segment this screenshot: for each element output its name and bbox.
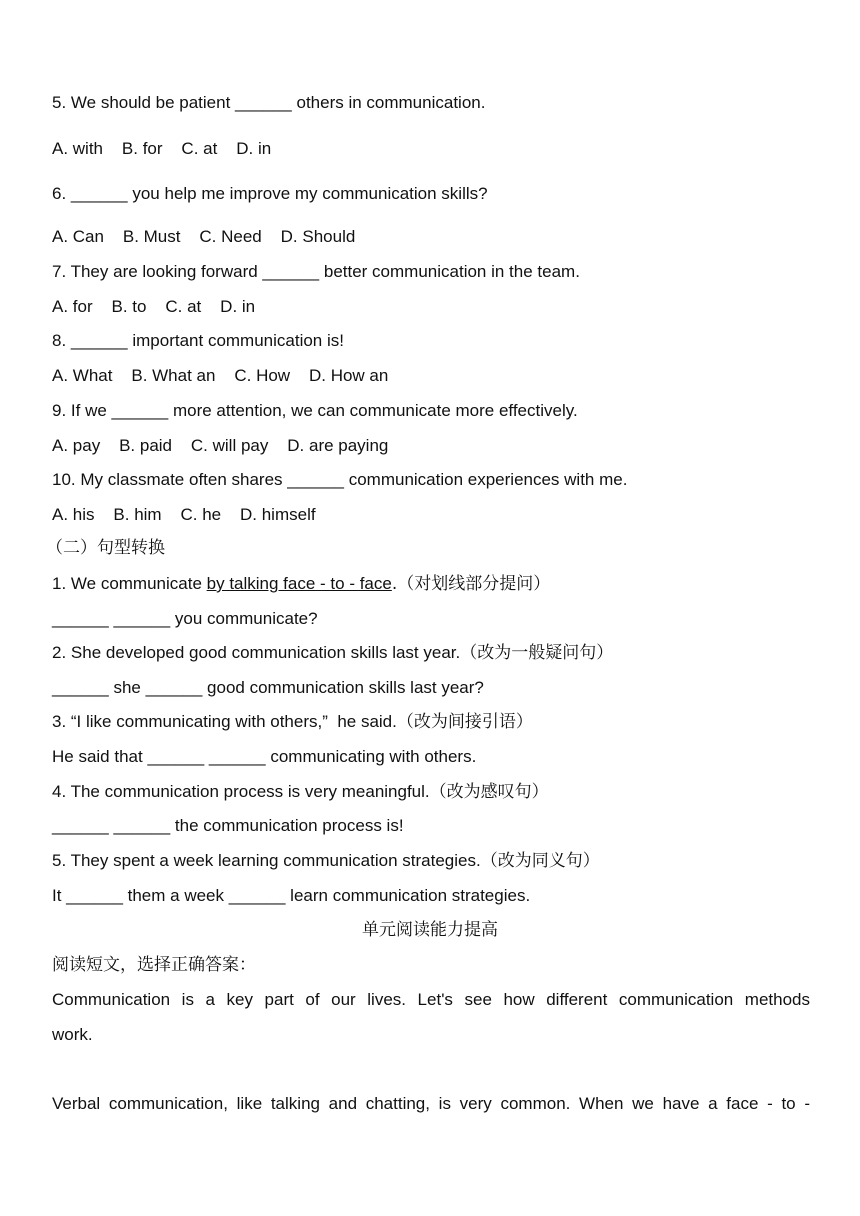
question-8: 8. ______ important communication is!	[52, 331, 344, 350]
section-title-sentence-transformation: （二）句型转换	[46, 538, 165, 558]
transformation-1-instruction: .（对划线部分提问）	[391, 574, 551, 594]
question-5: 5. We should be patient ______ others in communication.	[52, 93, 486, 112]
transformation-2: 2. She developed good communication skills last year.（改为一般疑问句）	[52, 643, 614, 662]
question-9: 9. If we ______ more attention, we can communicate more effectively.	[52, 401, 578, 420]
question-8-options: A. What B. What an C. How D. How an	[52, 366, 389, 385]
transformation-4: 4. The communication process is very meaningful.（改为感叹句）	[52, 782, 549, 801]
question-5-options: A. with B. for C. at D. in	[52, 139, 272, 158]
transformation-1	[52, 573, 810, 595]
reading-instruction: 阅读短文，选择正确答案：	[52, 955, 256, 975]
transformation-3-answer: He said that ______ ______ communicating with others.	[52, 747, 477, 766]
transformation-5: 5. They spent a week learning communication strategies.（改为同义句）	[52, 851, 600, 870]
question-10-options: A. his B. him C. he D. himself	[52, 505, 316, 524]
transformation-1-text-before: 1. We communicate	[52, 574, 207, 593]
paragraph-1-line-2: work.	[52, 1025, 93, 1044]
transformation-2-answer: ______ she ______ good communication skills last year?	[52, 678, 484, 697]
transformation-3: 3. “I like communicating with others,” he said.（改为间接引语）	[52, 712, 533, 731]
transformation-1-answer: ______ ______ you communicate?	[52, 609, 318, 628]
question-6-options: A. Can B. Must C. Need D. Should	[52, 227, 356, 246]
question-7: 7. They are looking forward ______ better communication in the team.	[52, 262, 580, 281]
transformation-1-underlined: by talking face - to - face	[206, 574, 392, 593]
transformation-4-answer: ______ ______ the communication process is!	[52, 816, 404, 835]
question-7-options: A. for B. to C. at D. in	[52, 297, 256, 316]
question-9-options: A. pay B. paid C. will pay D. are paying	[52, 436, 389, 455]
paragraph-2-line-1: Verbal communication, like talking and chatting, is very common. When we have a face - to -	[52, 1094, 810, 1113]
reading-heading: 单元阅读能力提高	[362, 920, 498, 940]
transformation-5-answer: It ______ them a week ______ learn communication strategies.	[52, 886, 531, 905]
question-6: 6. ______ you help me improve my communication skills?	[52, 184, 488, 203]
question-10: 10. My classmate often shares ______ communication experiences with me.	[52, 470, 628, 489]
paragraph-1-line-1: Communication is a key part of our lives. Let's see how different communication methods	[52, 990, 810, 1009]
